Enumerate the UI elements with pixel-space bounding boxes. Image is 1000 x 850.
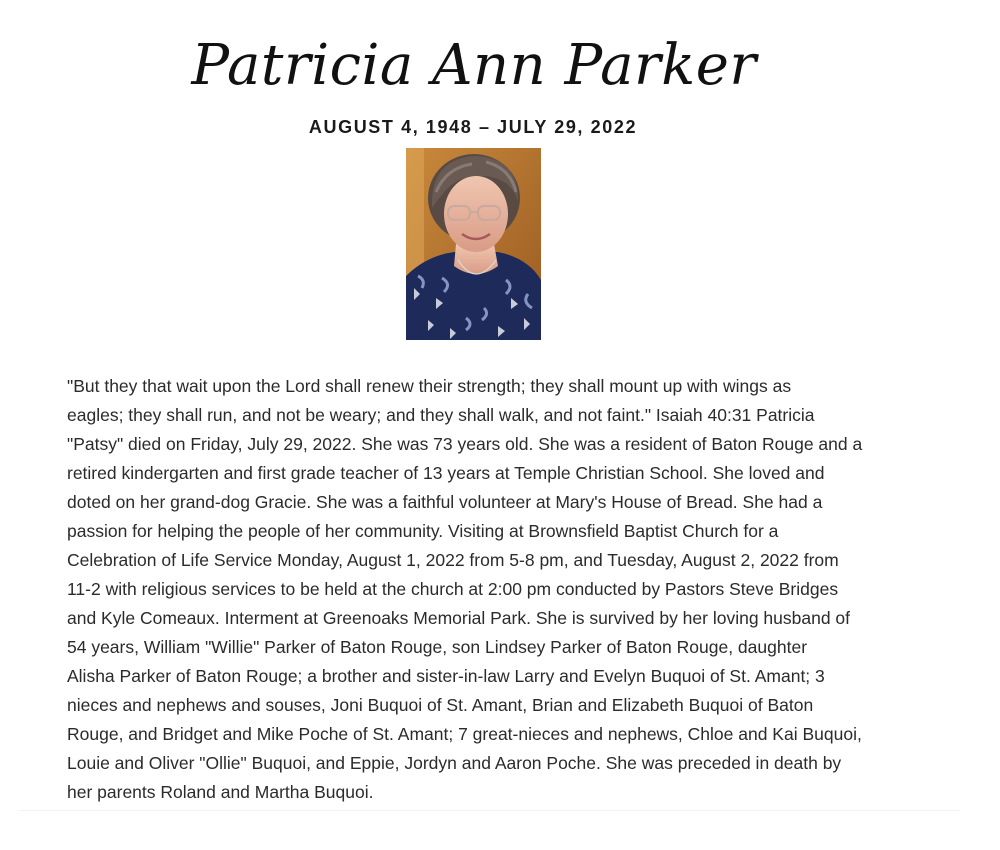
obituary-text-line: retired kindergarten and first grade teacher of 13 years at Temple Christian School. She loved and bbox=[67, 463, 825, 483]
obituary-text-line: eagles; they shall run, and not be weary; and they shall walk, and not faint." Isaiah 40:31 Patricia bbox=[67, 405, 815, 425]
obituary-text-line: Rouge, and Bridget and Mike Poche of St. Amant; 7 great-nieces and nephews, Chloe and Kai Buquoi, bbox=[67, 724, 862, 744]
obituary-text-line: nieces and nephews and souses, Joni Buquoi of St. Amant, Brian and Elizabeth Buquoi of Baton bbox=[67, 695, 814, 715]
obituary-text-line: Louie and Oliver "Ollie" Buquoi, and Eppie, Jordyn and Aaron Poche. She was preceded in death by bbox=[67, 753, 842, 773]
obituary-text-line: 11-2 with religious services to be held at the church at 2:00 pm conducted by Pastors Steve Bridges bbox=[67, 579, 839, 599]
obituary-text-line: Celebration of Life Service Monday, August 1, 2022 from 5-8 pm, and Tuesday, August 2, 2022 from bbox=[67, 550, 839, 570]
obituary-text-line: "But they that wait upon the Lord shall renew their strength; they shall mount up with wings as bbox=[67, 376, 792, 396]
obituary-text-line: her parents Roland and Martha Buquoi. bbox=[67, 782, 374, 802]
deceased-name: Patricia Ann Parker bbox=[191, 33, 757, 98]
obituary-text-line: and Kyle Comeaux. Interment at Greenoaks Memorial Park. She is survived by her loving husband of bbox=[67, 608, 851, 628]
obituary-text-line: "Patsy" died on Friday, July 29, 2022. She was 73 years old. She was a resident of Baton Rouge and a bbox=[67, 434, 863, 454]
obituary-text-line: 54 years, William "Willie" Parker of Baton Rouge, son Lindsey Parker of Baton Rouge, daughter bbox=[67, 637, 808, 657]
portrait-photo-icon bbox=[406, 148, 541, 340]
portrait-photo bbox=[406, 148, 541, 340]
life-dates: AUGUST 4, 1948 – JULY 29, 2022 bbox=[308, 117, 638, 137]
obituary-text bbox=[67, 372, 927, 807]
divider bbox=[18, 810, 960, 811]
obituary-text-line: Alisha Parker of Baton Rouge; a brother and sister-in-law Larry and Evelyn Buquoi of St. Amant; 3 bbox=[67, 666, 825, 686]
obituary-text-line: doted on her grand-dog Gracie. She was a faithful volunteer at Mary's House of Bread. She had a bbox=[67, 492, 823, 512]
obituary-text-line: passion for helping the people of her community. Visiting at Brownsfield Baptist Church for a bbox=[67, 521, 779, 541]
